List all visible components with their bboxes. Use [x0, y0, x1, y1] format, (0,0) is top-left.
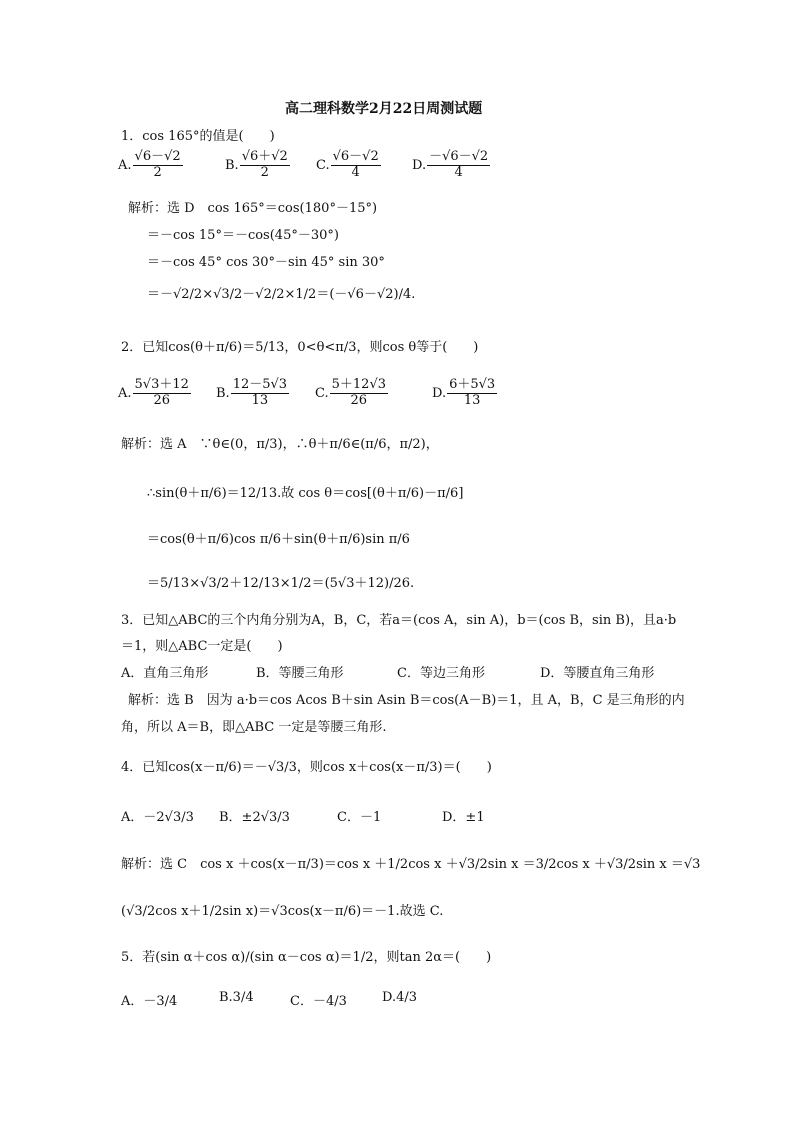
q2-solution-line-2: ∴sin(θ＋π/6)＝12/13.故 cos θ＝cos[(θ＋π/6)－π/6] [147, 486, 464, 501]
q4-option-d: D．±1 [442, 810, 485, 825]
q3-stem-line-1: 3．已知△ABC的三个内角分别为A，B，C，若a＝(cos A，sin A)，b＝(cos B，sin B)，且a·b [121, 613, 677, 628]
page-title: 高二理科数学2月22日周测试题 [285, 101, 483, 117]
q1-solution-line-1: 解析：选 D cos 165°＝cos(180°－15°) [128, 201, 378, 216]
q4-stem: 4．已知cos(x－π/6)＝－√3/3，则cos x＋cos(x－π/3)＝( ) [121, 760, 492, 775]
q3-option-d: D．等腰直角三角形 [540, 666, 655, 681]
q5-option-b: B.3/4 [219, 990, 254, 1005]
q3-solution-line-1: 解析：选 B 因为 a·b＝cos Acos B＋sin Asin B＝cos(A－B)＝1，且 A，B，C 是三角形的内 [128, 693, 685, 708]
q4-solution-line-2: (√3/2cos x＋1/2sin x)＝√3cos(x－π/6)＝－1.故选 C. [121, 904, 444, 919]
q2-solution-line-1: 解析：选 A ∵θ∈(0，π/3)，∴θ＋π/6∈(π/6，π/2)， [121, 437, 439, 452]
q1-option-a: A. $\frac{√6-√2}{2}$ [118, 149, 181, 180]
q4-option-a: A．－2√3/3 [121, 810, 194, 825]
q4-option-b: B．±2√3/3 [219, 810, 290, 825]
q3-option-b: B．等腰三角形 [256, 666, 344, 681]
q3-solution-line-2: 角，所以 A＝B，即△ABC 一定是等腰三角形. [121, 720, 387, 735]
q2-solution-line-3: ＝cos(θ＋π/6)cos π/6＋sin(θ＋π/6)sin π/6 [147, 532, 410, 547]
q5-option-c: C．－4/3 [290, 994, 347, 1009]
q3-stem-line-2: ＝1，则△ABC一定是( ) [121, 639, 283, 654]
q3-option-a: A．直角三角形 [121, 666, 209, 681]
q5-option-d: D.4/3 [382, 990, 418, 1005]
q1-stem: 1．cos 165°的值是( ) [121, 129, 275, 144]
q2-option-b: B. $\frac{12-5√3}{13}$ [216, 377, 288, 408]
q2-option-d: D. $\frac{6+5√3}{13}$ [432, 377, 496, 408]
q2-solution-line-4: ＝5/13×√3/2＋12/13×1/2＝(5√3＋12)/26. [147, 576, 415, 591]
q5-option-a: A．－3/4 [121, 994, 178, 1009]
q4-option-c: C．－1 [337, 810, 382, 825]
q2-option-c: C. $\frac{5+12√3}{26}$ [315, 377, 386, 408]
q5-stem: 5．若(sin α＋cos α)/(sin α－cos α)＝1/2，则tan 2α＝( ) [121, 950, 492, 965]
q4-solution-line-1: 解析：选 C cos x ＋cos(x－π/3)＝cos x ＋1/2cos x ＋√3/2sin x ＝3/2cos x ＋√3/2sin x ＝√3 [121, 857, 701, 872]
q1-option-d: D. $\frac{-√6-√2}{4}$ [412, 149, 489, 180]
q1-option-c: C. $\frac{√6-√2}{4}$ [316, 149, 379, 180]
q3-option-c: C．等边三角形 [397, 666, 485, 681]
q2-stem: 2．已知cos(θ＋π/6)＝5/13，0<θ<π/3，则cos θ等于( ) [121, 340, 479, 355]
q1-option-b: B. $\frac{√6+√2}{2}$ [225, 149, 288, 180]
q2-option-a: A. $\frac{5√3+12}{26}$ [118, 377, 189, 408]
q1-solution-line-3: ＝－cos 45° cos 30°－sin 45° sin 30° [147, 255, 385, 270]
q1-solution-line-4: ＝－√2/2×√3/2－√2/2×1/2＝(－√6－√2)/4. [147, 287, 416, 302]
q1-solution-line-2: ＝－cos 15°＝－cos(45°－30°) [147, 228, 339, 243]
